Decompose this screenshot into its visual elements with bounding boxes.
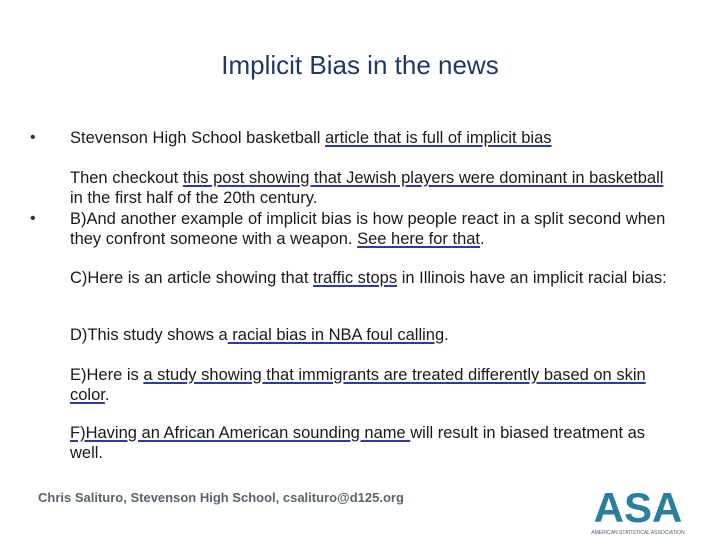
asa-logo bbox=[588, 482, 688, 538]
item-text: in Illinois have an implicit racial bias: bbox=[397, 269, 667, 287]
traffic-stops-link[interactable]: traffic stops bbox=[313, 269, 398, 287]
item-immigrants bbox=[70, 365, 670, 405]
asa-logo-tagline: AMERICAN STATISTICAL ASSOCIATION bbox=[591, 530, 685, 536]
footer-credit: Chris Salituro, Stevenson High School, csalituro@d125.org bbox=[38, 490, 404, 505]
item-weapon-reaction bbox=[70, 209, 670, 249]
item-text: Stevenson High School basketball bbox=[70, 129, 325, 147]
item-text: . bbox=[480, 230, 485, 248]
item-text: C)Here is an article showing that bbox=[70, 269, 314, 287]
item-text: . bbox=[104, 386, 110, 404]
item-jewish-players bbox=[70, 168, 670, 208]
item-text: D)This study shows a bbox=[70, 326, 228, 344]
item-stevenson-article bbox=[70, 128, 670, 148]
item-african-american-name bbox=[70, 423, 670, 463]
see-here-link[interactable]: See here for that bbox=[357, 230, 481, 248]
item-text: E)Here is bbox=[70, 366, 144, 384]
article-implicit-bias-link[interactable]: article that is full of implicit bias bbox=[325, 129, 552, 147]
jewish-players-post-link[interactable]: this post showing that Jewish players were dominant in basketball bbox=[182, 169, 664, 187]
item-text: . bbox=[444, 326, 449, 344]
item-text: Then checkout bbox=[70, 169, 183, 187]
bullet-marker: • bbox=[30, 210, 36, 227]
nba-foul-calling-link[interactable]: racial bias in NBA foul calling bbox=[227, 326, 445, 344]
item-text: in the first half of the 20th century. bbox=[70, 189, 318, 207]
item-traffic-stops bbox=[70, 268, 670, 288]
slide-title: Implicit Bias in the news bbox=[221, 50, 499, 80]
bullet-marker: • bbox=[30, 129, 36, 146]
asa-logo-letters: ASA bbox=[593, 484, 683, 531]
item-text: B)And another example of implicit bias is how people react in a split second when they confront someone with a weapon. bbox=[70, 210, 666, 248]
african-american-name-link[interactable]: F)Having an African American sounding name bbox=[70, 424, 411, 442]
item-text: will result in biased treatment as well. bbox=[70, 424, 646, 462]
item-nba-fouls bbox=[70, 325, 670, 345]
immigrants-study-link[interactable]: a study showing that immigrants are treated differently based on skin color bbox=[70, 366, 646, 404]
